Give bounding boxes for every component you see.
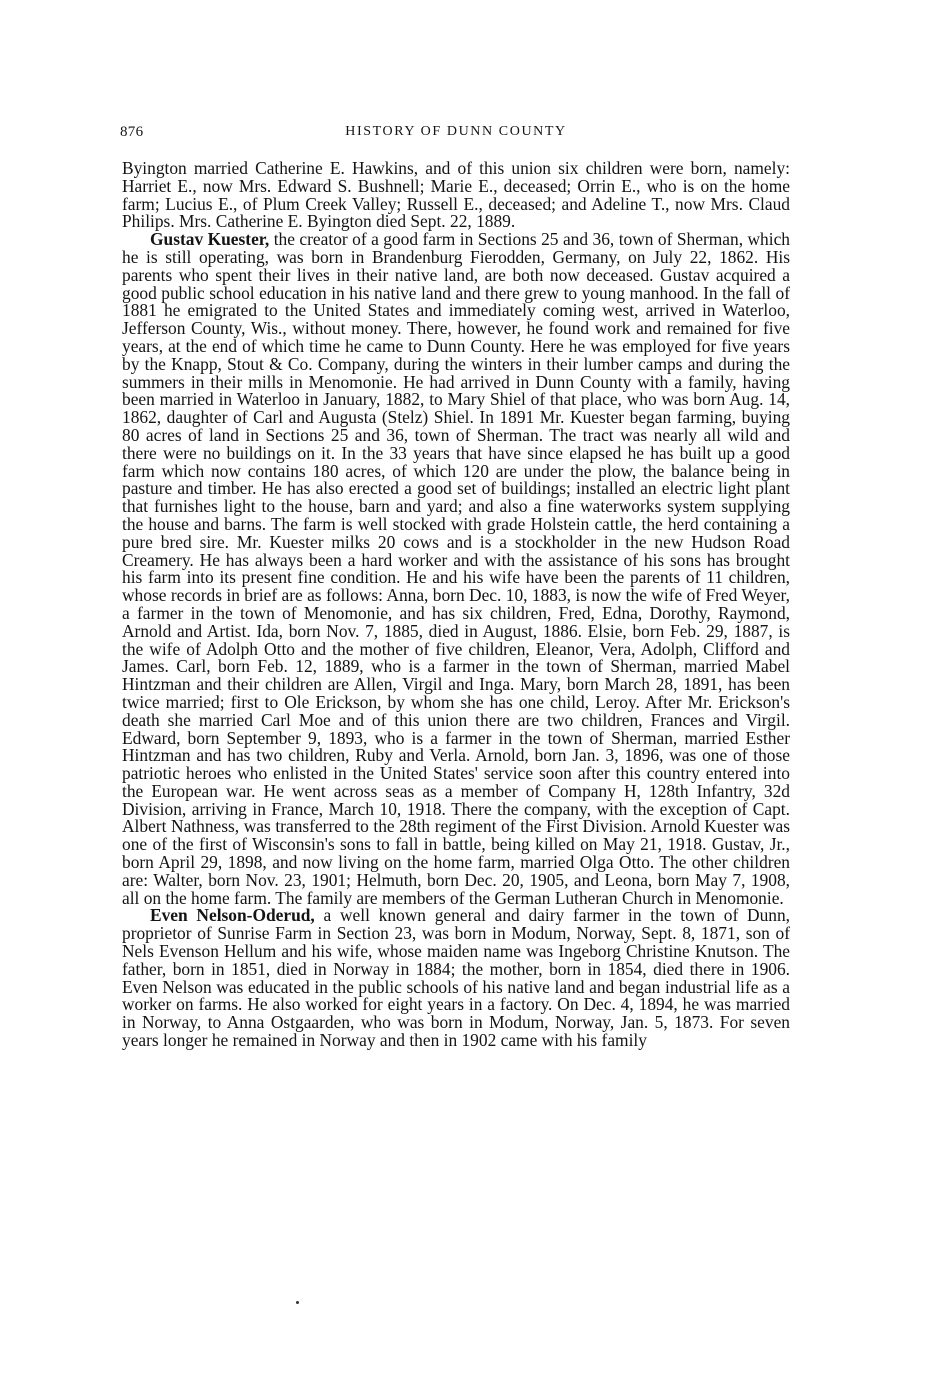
body-text <box>122 160 790 1050</box>
running-title: HISTORY OF DUNN COUNTY <box>345 124 567 139</box>
paragraph-byington <box>122 160 790 231</box>
biography-name: Even Nelson-Oderud, <box>150 905 315 926</box>
paragraph-text: the creator of a good farm in Sections 25 and 36, town of Sherman, which he is still operating, was born in Brandenburg Fierodden, Germany, on July 22, 1862. His parents who spent their lives in their native land, are both now deceased. Gustav acquired a good public school education in his native land and there grew to young manhood. In the fall of 1881 he emigrated to the United States and immediately coming west, arrived in Waterloo, Jefferson County, Wis., without money. There, however, he found work and remained for five years, at the end of which time he came to Dunn County. Here he was employed for five years by the Knapp, Stout & Co. Company, during the winters in their lumber camps and during the summers in their mills in Menomonie. He had arrived in Dunn County with a family, having been married in Waterloo in January, 1882, to Mary Shiel of that place, who was born Aug. 14, 1862, daughter of Carl and Augusta (Stelz) Shiel. In 1891 Mr. Kuester began farming, buying 80 acres of land in Sections 25 and 36, town of Sherman. The tract was nearly all wild and there were no buildings on it. In the 33 years that have since elapsed he has built up a good farm which now contains 180 acres, of which 120 are under the plow, the balance being in pasture and timber. He has also erected a good set of buildings; installed an electric light plant that furnishes light to the house, barn and yard; and also a fine waterworks system supplying the house and barns. The farm is well stocked with grade Holstein cattle, the herd containing a pure bred sire. Mr. Kuester milks 20 cows and is a stockholder in the new Hudson Road Creamery. He has always been a hard worker and with the assistance of his sons has brought his farm into its present fine condition. He and his wife have been the parents of 11 children, whose records in brief are as follows: Anna, born Dec. 10, 1883, is now the wife of Fred Weyer, a farmer in the town of Menomonie, and has six children, Fred, Edna, Dorothy, Raymond, Arnold and Artist. Ida, born Nov. 7, 1885, died in August, 1886. Elsie, born Feb. 29, 1887, is the wife of Adolph Otto and the mother of five children, Eleanor, Vera, Adolph, Clifford and James. Carl, born Feb. 12, 1889, who is a farmer in the town of Sherman, married Mabel Hintzman and their children are Allen, Virgil and Inga. Mary, born March 28, 1891, has been twice married; first to Ole Erickson, by whom she has one child, Leroy. After Mr. Erickson's death she married Carl Moe and of this union there are two children, Frances and Virgil. Edward, born September 9, 1893, who is a farmer in the town of Sherman, married Esther Hintzman and has two children, Ruby and Verla. Arnold, born Jan. 3, 1896, was one of those patriotic heroes who enlisted in the United States' service soon after this country entered into the European war. He went across seas as a member of Company H, 128th Infantry, 32d Division, arriving in France, March 10, 1918. There the company, with the exception of Capt. Albert Nathness, was transferred to the 28th regiment of the First Division. Arnold Kuester was one of the first of Wisconsin's sons to fall in battle, being killed on May 21, 1918. Gustav, Jr., born April 29, 1898, and now living on the home farm, married Olga Otto. The other children are: Walter, born Nov. 23, 1901; Helmuth, born Dec. 20, 1905, and Leona, born May 7, 1908, all on the home farm. The family are members of the German Lutheran Church in Menomonie. <box>122 229 790 908</box>
page-header <box>120 124 792 144</box>
paragraph-even-nelson-oderud <box>122 907 790 1049</box>
page-number: 876 <box>120 124 144 140</box>
ink-speck <box>296 1301 299 1304</box>
biography-name: Gustav Kuester, <box>150 229 270 250</box>
paragraph-text: a well known general and dairy farmer in the town of Dunn, proprietor of Sunrise Farm in Section 23, was born in Modum, Norway, Sept. 8, 1871, son of Nels Evenson Hellum and his wife, whose maiden name was Ingeborg Christine Knutson. The father, born in 1851, died in Norway in 1884; the mother, born in 1854, died there in 1906. Even Nelson was educated in the public schools of his native land and began industrial life as a worker on farms. He also worked for eight years in a factory. On Dec. 4, 1894, he was married in Norway, to Anna Ostgaarden, who was born in Modum, Norway, Jan. 5, 1873. For seven years longer he remained in Norway and then in 1902 came with his family <box>122 905 790 1051</box>
paragraph-text: Byington married Catherine E. Hawkins, and of this union six children were born, namely: Harriet E., now Mrs. Edward S. Bushnell; Marie E., deceased; Orrin E., who is on the home farm; Lucius E., of Plum Creek Valley; Russell E., deceased; and Adeline T., now Mrs. Claud Philips. Mrs. Catherine E. Byington died Sept. 22, 1889. <box>122 158 790 232</box>
paragraph-gustav-kuester <box>122 231 790 907</box>
